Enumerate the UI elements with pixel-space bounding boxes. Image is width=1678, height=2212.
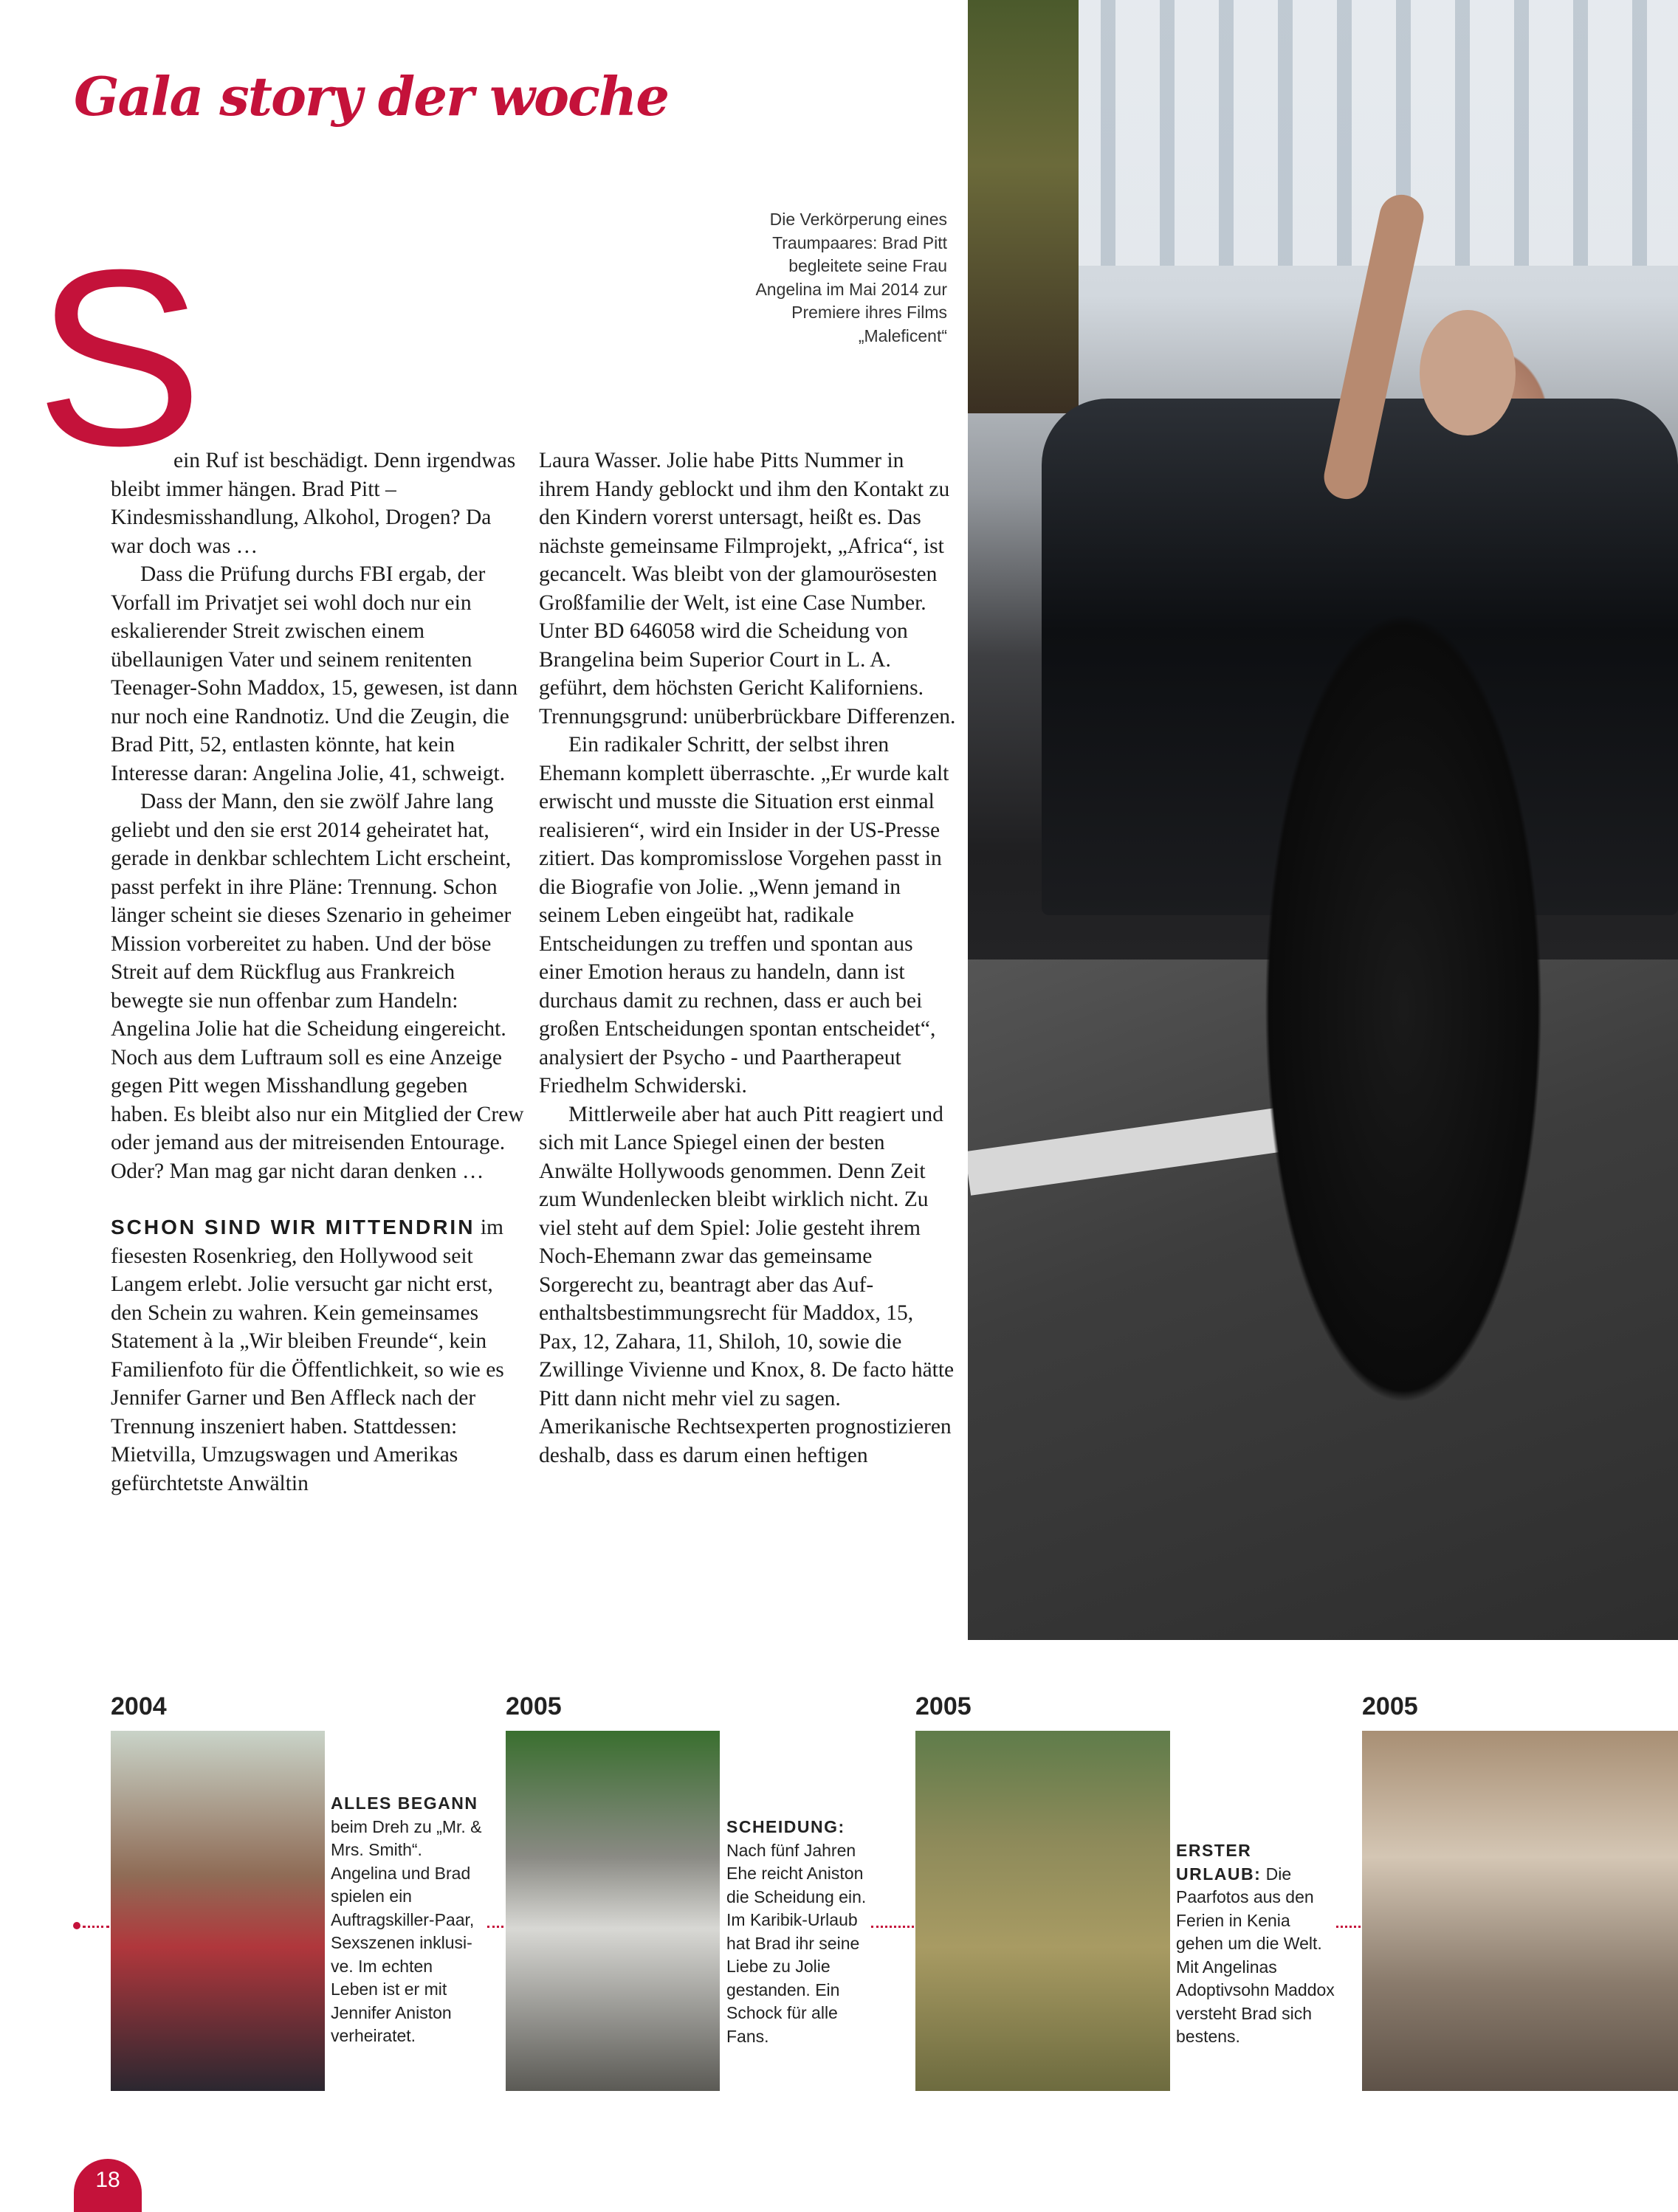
timeline-dot — [73, 1922, 80, 1929]
timeline-dotted-line — [871, 1926, 914, 1928]
timeline-dotted-line — [1336, 1926, 1361, 1928]
timeline-photo-2005-b — [915, 1731, 1170, 2091]
timeline-photo-2004 — [111, 1731, 325, 2091]
timeline-text: Nach fünf Jahren Ehe reicht Aniston die Scheidung ein. Im Karibik-Urlaub hat Brad ihr seine Liebe zu Jolie gestanden. Ein Schock für alle Fans. — [726, 1840, 867, 2046]
paragraph: Dass der Mann, den sie zwölf Jahre lang geliebt und den sie erst 2014 geheiratet hat, gerade in denkbar schlechtem Licht erscheint, passt perfekt in ihre Pläne: Trennung. Schon länger scheint sie dieses Szenario in geheimer Mission vorbereitet zu haben. Und der böse Streit auf dem Rückflug aus Frankreich bewegte sie nun offenbar zum Handeln: Angelina Jolie hat die Scheidung eingereicht. Noch aus dem Luftraum soll es eine Anzeige gegen Pitt wegen Misshandlung gegeben haben. Es bleibt also nur ein Mitglied der Crew oder jemand aus der mitreisenden Entourage. Oder? Man mag gar nicht daran denken … — [111, 790, 524, 1183]
timeline-year: 2005 — [506, 1692, 562, 1720]
timeline-caption — [331, 1792, 482, 2048]
paragraph: Dass die Prüfung durchs FBI ergab, der Vorfall im Privatjet sei wohl doch nur ein eskalierender Streit zwischen einem übellaunigen Vater und seinem renitenten Teenager-Sohn Maddox, 15, gewesen, ist dann nur noch eine Randnotiz. Und die Zeugin, die Brad Pitt, 52, entlasten könnte, hat kein Interesse daran: Angelina Jolie, 41, schweigt. — [111, 562, 518, 785]
paragraph-with-subhead — [111, 1213, 528, 1498]
drop-cap: S — [35, 218, 203, 498]
photo-caption: Die Verkörperung eines Traumpaares: Brad Pitt begleitete seine Frau Angelina im Mai 2014 zur Premiere ihres Films „Maleficent“ — [755, 210, 947, 345]
timeline-photo-2005-c — [1362, 1731, 1678, 2091]
hero-dress — [1211, 517, 1595, 1609]
timeline-dotted-line — [83, 1926, 109, 1928]
timeline-year: 2005 — [1362, 1692, 1418, 1720]
timeline-caption — [1176, 1839, 1335, 2049]
timeline-year: 2005 — [915, 1692, 972, 1720]
article-column-2 — [539, 447, 956, 1470]
timeline-text: beim Dreh zu „Mr. & Mrs. Smith“. Angelina und Brad spielen ein Auftragskiller-Paar, Sexszenen inklusive. Im echten Leben ist er mit Jennifer Aniston verheiratet. — [331, 1816, 482, 2045]
article-column-1 — [111, 447, 528, 1498]
timeline-dotted-line — [487, 1926, 503, 1928]
timeline-lead: ERSTER URLAUB: — [1176, 1841, 1262, 1884]
timeline-year: 2004 — [111, 1692, 167, 1720]
timeline-lead: ALLES BEGANN — [331, 1794, 478, 1813]
hero-photo — [968, 0, 1678, 1640]
paragraph: Laura Wasser. Jolie habe Pitts Nummer in ihrem Handy geblockt und ihm den Kontakt zu den Kindern vorerst untersagt, heißt es. Das nächste gemeinsame Filmprojekt, „Africa“, ist gecancelt. Was bleibt von der glamourösesten Großfamilie der Welt, ist eine Case Number. Unter BD 646058 wird die Scheidung von Brangelina beim Superior Court in L. A. geführt, dem höchsten Gericht Kaliforniens. Trennungsgrund: unüberbrückbare Differenzen. — [539, 449, 956, 728]
page-number: 18 — [74, 2159, 142, 2212]
timeline-text: Die Paarfotos aus den Ferien in Kenia gehen um die Welt. Mit Angelinas Adoptivsohn Maddox versteht Brad sich bestens. — [1176, 1864, 1335, 2046]
hero-face — [1420, 310, 1516, 435]
paragraph: Ein radikaler Schritt, der selbst ihren Ehemann komplett überraschte. „Er wurde kalt erwischt und musste die Situation erst einmal realisieren“, wird ein Insider in der US-Presse zitiert. Das kompromisslose Vorgehen passt in die Biografie von Jolie. „Wenn jemand in seinem Leben eingeübt hat, radikale Entscheidungen zu treffen und spontan aus einer Emotion heraus zu handeln, dann ist durchaus damit zu rechnen, dass er auch bei großen Entscheidungen spontan entscheidet“, analysiert der Psycho - und Paartherapeut Friedhelm Schwiderski. — [539, 733, 949, 1098]
timeline-photo-2005-a — [506, 1731, 720, 2091]
hero-building — [1056, 0, 1678, 266]
paragraph: ein Ruf ist beschädigt. Denn irgendwas bleibt immer hängen. Brad Pitt – Kindesmisshandlung, Alkohol, Drogen? Da war doch was … — [111, 449, 516, 558]
paragraph: Mittlerweile aber hat auch Pitt reagiert und sich mit Lance Spiegel einen der besten Anwälte Hollywoods genommen. Denn Zeit zum Wundenlecken bleibt wirklich nicht. Zu viel steht auf dem Spiel: Jolie gesteht ihrem Noch-Ehemann zwar das gemeinsame Sorgerecht zu, beantragt aber das Aufenthaltsbestimmungsrecht für Maddox, 15, Pax, 12, Zahara, 11, Shiloh, 10, sowie die Zwillinge Vivienne und Knox, 8. De facto hätte Pitt dann nicht mehr viel zu sagen. Amerikanische Rechtsexperten prognostizieren deshalb, dass es darum einen heftigen — [539, 1102, 955, 1467]
section-kicker: Gala story der woche — [74, 65, 669, 128]
subhead: SCHON SIND WIR MITTENDRIN — [111, 1216, 475, 1238]
hero-palm — [968, 0, 1079, 413]
timeline-lead: SCHEIDUNG: — [726, 1817, 845, 1836]
paragraph-text: im fiesesten Rosenkrieg, den Hollywood seit Langem erlebt. Jolie versucht gar nicht erst, den Schein zu wahren. Kein gemeinsames Statement à la „Wir bleiben Freunde“, kein Familienfoto für die Öffentlichkeit, so wie es Jennifer Garner und Ben Affleck nach der Trennung inszeniert haben. Stattdessen: Mietvilla, Umzugswagen und Amerikas gefürchtetste Anwältin — [111, 1216, 504, 1495]
timeline-caption — [726, 1816, 870, 2048]
